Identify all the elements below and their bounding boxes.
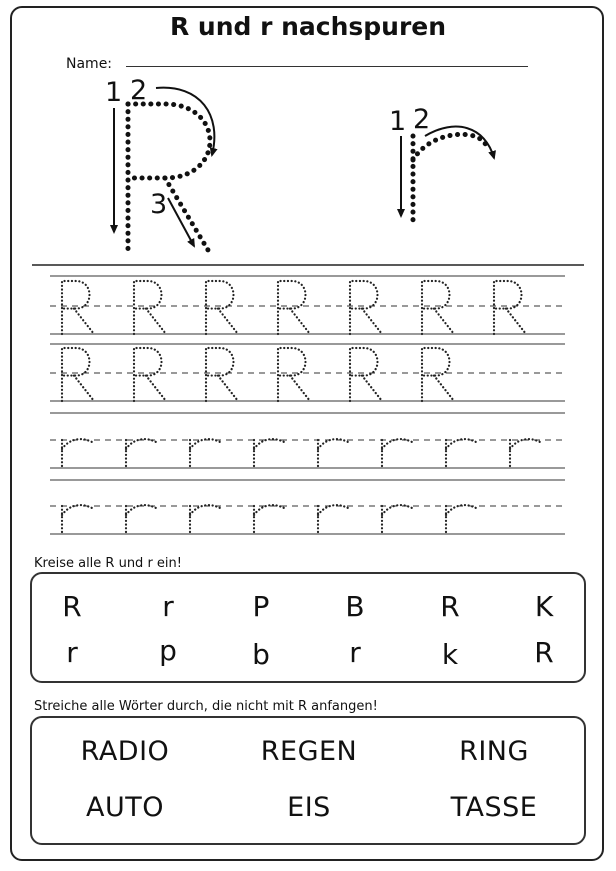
trace-letter-upper[interactable] [62, 281, 94, 334]
trace-letter-lower[interactable] [382, 439, 412, 468]
circle-letter[interactable]: R [440, 590, 460, 623]
strike-task-instruction: Streiche alle Wörter durch, die nicht mit R anfangen! [34, 699, 378, 714]
word-item[interactable]: TASSE [450, 792, 538, 823]
stroke-number-2-small: 2 [413, 104, 431, 135]
circle-letter[interactable]: r [349, 636, 361, 669]
trace-letter-lower[interactable] [254, 505, 284, 534]
word-item[interactable]: EIS [287, 792, 331, 823]
stroke-number-3: 3 [150, 189, 168, 220]
trace-letter-lower[interactable] [190, 439, 220, 468]
trace-letter-lower[interactable] [126, 439, 156, 468]
trace-letter-lower[interactable] [126, 505, 156, 534]
trace-letter-upper[interactable] [350, 281, 382, 334]
circle-letter[interactable]: P [252, 590, 270, 623]
trace-letter-upper[interactable] [278, 281, 310, 334]
trace-letter-lower[interactable] [318, 505, 348, 534]
circle-letter[interactable]: R [534, 636, 554, 669]
circle-letter[interactable]: r [162, 590, 174, 623]
circle-letter[interactable]: K [534, 590, 554, 623]
circle-letter[interactable]: p [159, 634, 177, 667]
trace-letter-lower[interactable] [62, 505, 92, 534]
trace-letter-lower[interactable] [510, 439, 540, 468]
uppercase-r-demo [105, 75, 214, 250]
trace-letter-lower[interactable] [446, 439, 476, 468]
word-item[interactable]: RADIO [80, 736, 170, 767]
word-item[interactable]: AUTO [86, 792, 164, 823]
trace-letter-upper[interactable] [206, 348, 238, 401]
trace-letter-upper[interactable] [278, 348, 310, 401]
circle-letter[interactable]: b [252, 638, 270, 671]
trace-letters [62, 281, 540, 534]
trace-letter-upper[interactable] [422, 281, 454, 334]
page-title: R und r nachspuren [169, 12, 447, 41]
trace-letter-lower[interactable] [190, 505, 220, 534]
circle-task-instruction: Kreise alle R und r ein! [34, 556, 182, 571]
trace-letter-upper[interactable] [134, 281, 166, 334]
lowercase-r-demo [389, 104, 494, 222]
tracing-lines [50, 276, 565, 534]
circle-letter[interactable]: R [62, 590, 82, 623]
trace-letter-upper[interactable] [206, 281, 238, 334]
trace-letter-lower[interactable] [318, 439, 348, 468]
trace-letter-upper[interactable] [62, 348, 94, 401]
trace-letter-upper[interactable] [422, 348, 454, 401]
circle-letter[interactable]: B [345, 590, 365, 623]
strike-task-box [30, 716, 586, 845]
stroke-number-1-small: 1 [389, 106, 407, 137]
trace-letter-lower[interactable] [62, 439, 92, 468]
stroke-number-1: 1 [105, 77, 123, 108]
name-label: Name: [66, 56, 113, 72]
word-item[interactable]: REGEN [260, 736, 358, 767]
trace-letter-upper[interactable] [494, 281, 526, 334]
circle-letter[interactable]: k [441, 638, 459, 671]
trace-letter-upper[interactable] [350, 348, 382, 401]
word-item[interactable]: RING [459, 736, 529, 767]
trace-letter-lower[interactable] [254, 439, 284, 468]
trace-letter-lower[interactable] [382, 505, 412, 534]
trace-letter-lower[interactable] [446, 505, 476, 534]
trace-letter-upper[interactable] [134, 348, 166, 401]
stroke-number-2: 2 [130, 75, 148, 106]
circle-task-box [30, 572, 586, 683]
circle-letter[interactable]: r [66, 636, 78, 669]
